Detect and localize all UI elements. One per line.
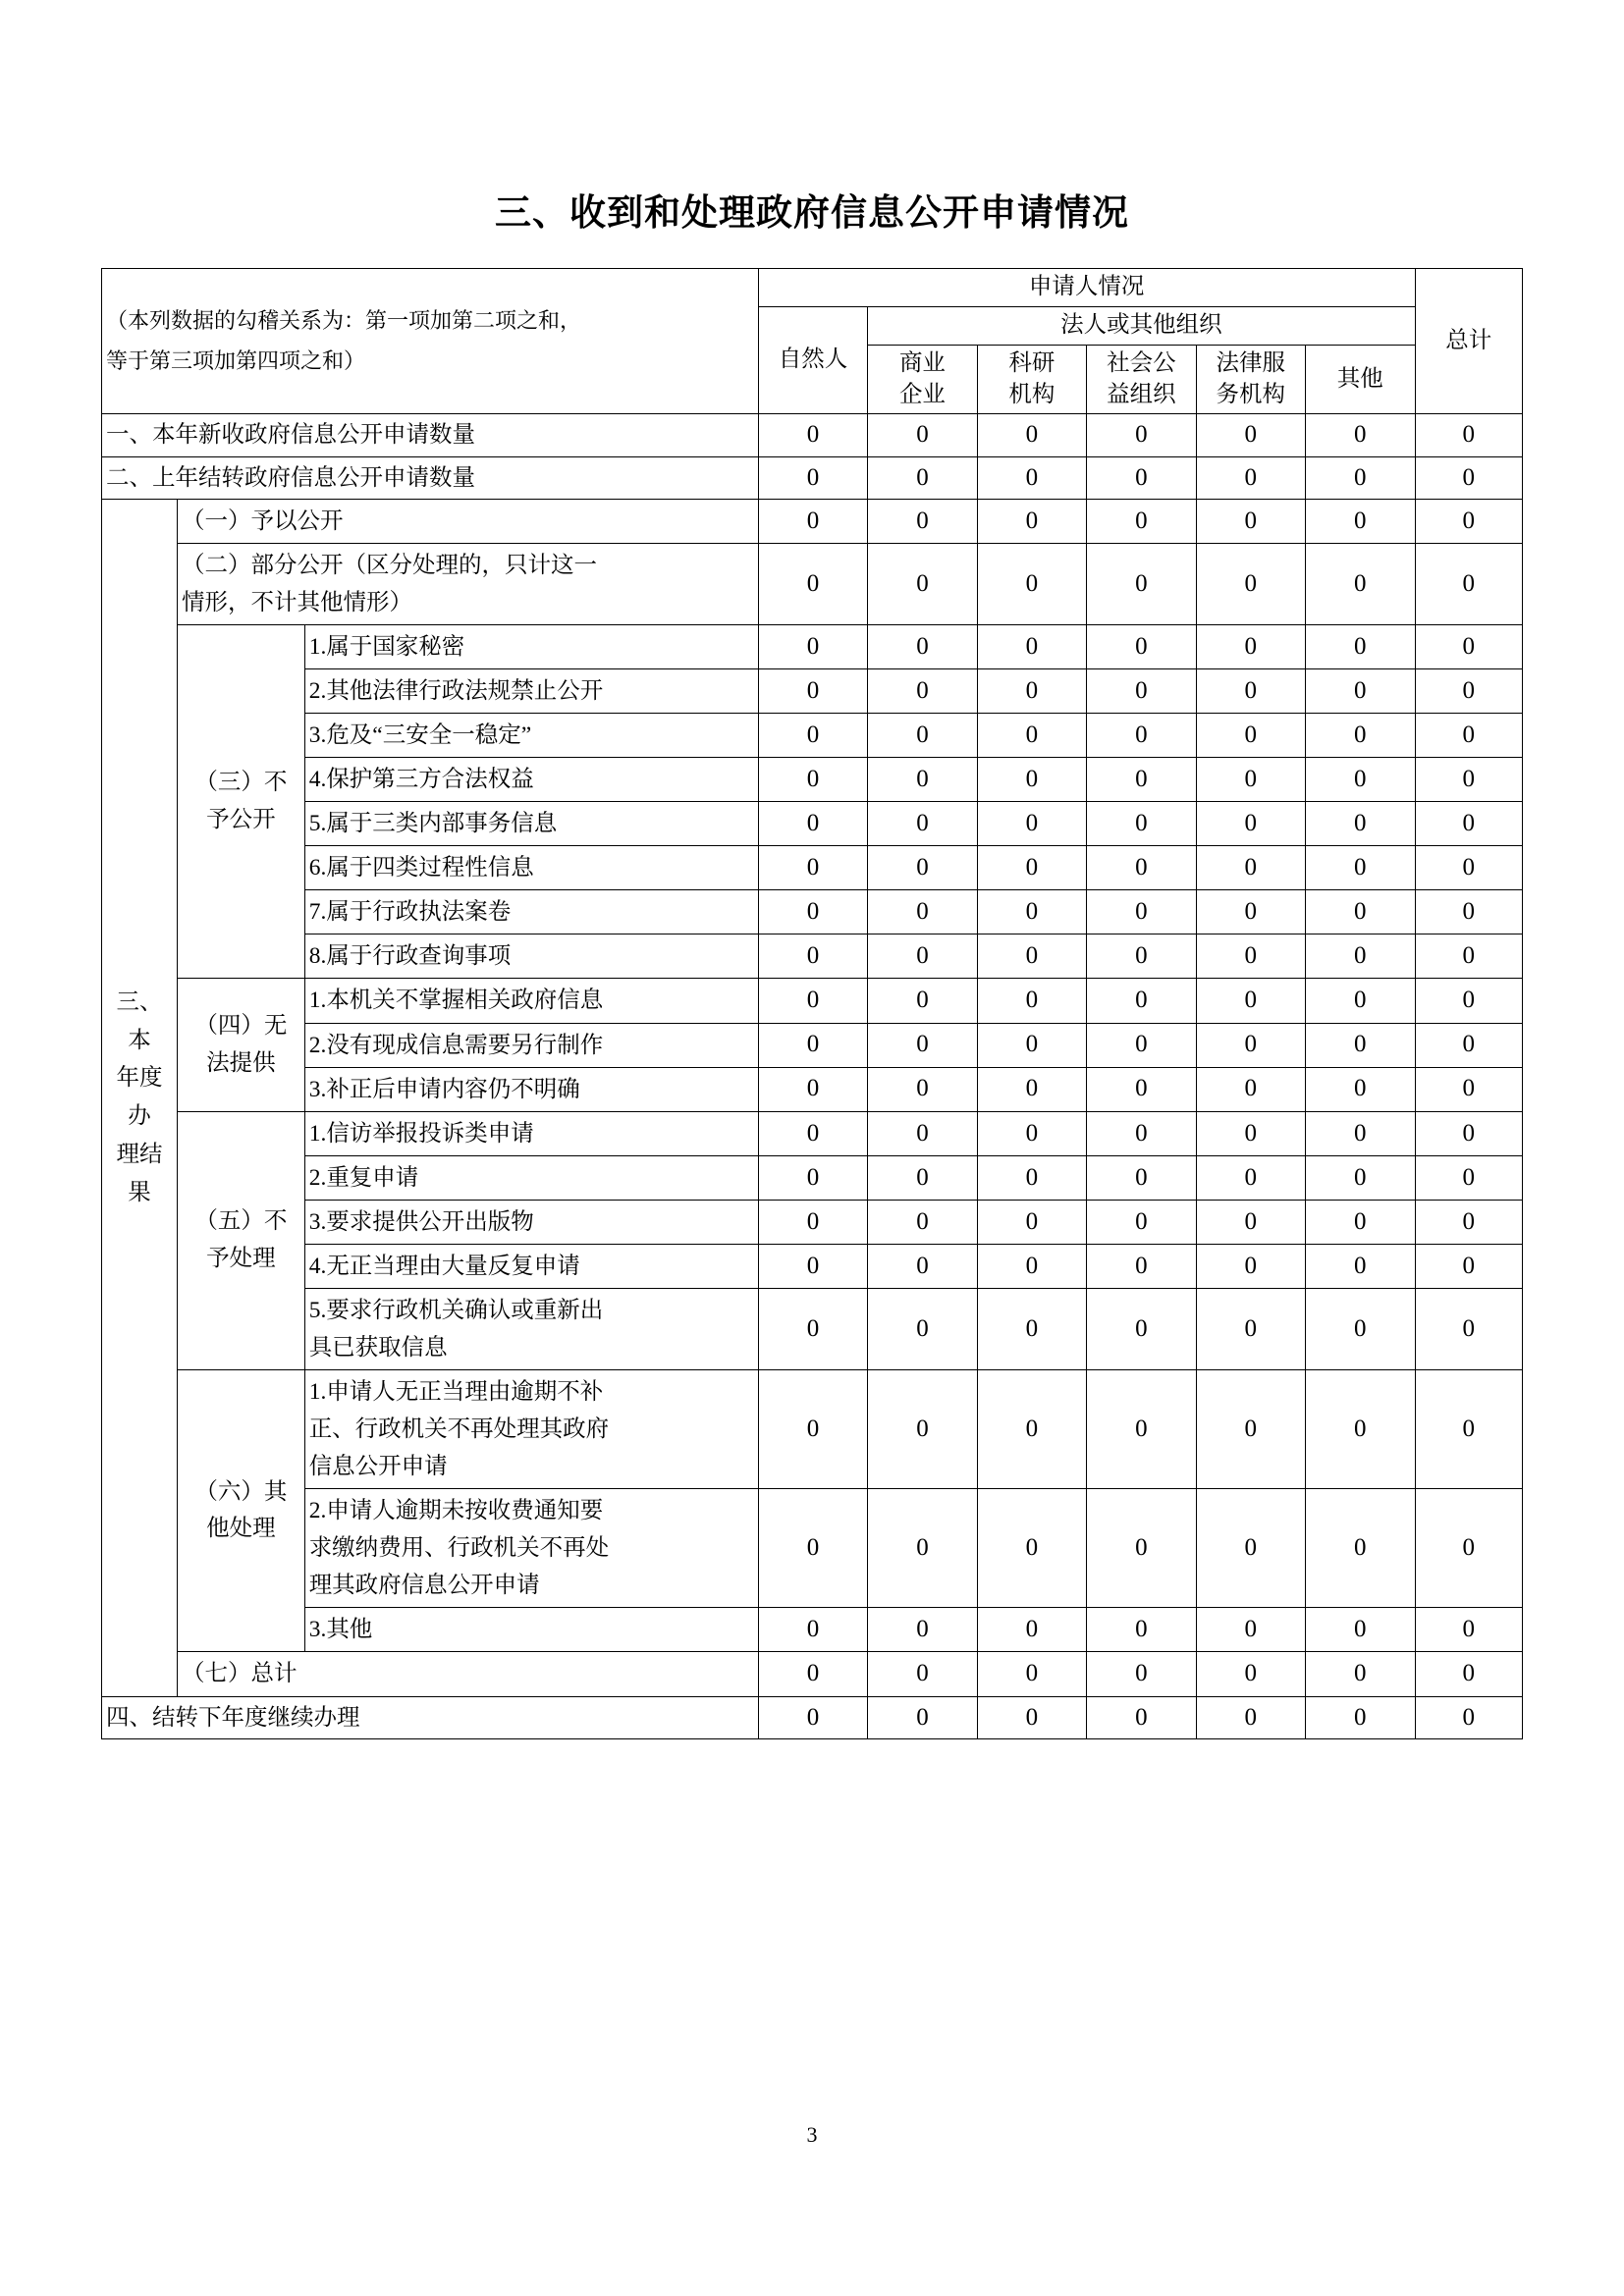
cell-value: 0 (1415, 456, 1522, 499)
cell-value: 0 (1196, 802, 1305, 846)
government-info-disclosure-table (101, 268, 1523, 1738)
table-row (102, 456, 1523, 499)
cell-value: 0 (1196, 1155, 1305, 1200)
cell-value: 0 (1196, 414, 1305, 456)
cell-value: 0 (977, 456, 1086, 499)
row-label-line2: 情形，不计其他情形） (182, 589, 412, 615)
cell-value: 0 (1087, 1652, 1196, 1696)
cell-value: 0 (1415, 846, 1522, 890)
cell-value: 0 (977, 1370, 1086, 1489)
cell-value: 0 (1415, 1067, 1522, 1111)
cell-value: 0 (1306, 802, 1415, 846)
cell-value: 0 (977, 499, 1086, 543)
row-label-line1: 5.要求行政机关确认或重新出 (308, 1297, 604, 1323)
cell-value: 0 (868, 1696, 977, 1738)
table-row (102, 1111, 1523, 1155)
table-row (102, 1244, 1523, 1288)
cell-value: 0 (977, 934, 1086, 979)
table-row (102, 1200, 1523, 1244)
cell-value: 0 (868, 1489, 977, 1608)
cell-value: 0 (758, 1288, 867, 1369)
header-note-cell (102, 269, 759, 414)
cell-value: 0 (758, 1244, 867, 1288)
row-label-overdue-no-payment (304, 1489, 758, 1608)
table-row (102, 1288, 1523, 1369)
cell-value: 0 (1087, 499, 1196, 543)
cell-value: 0 (1087, 1155, 1196, 1200)
cell-value: 0 (868, 1023, 977, 1067)
column-header-public-welfare-line1: 社会公 (1107, 349, 1176, 376)
cell-value: 0 (868, 1244, 977, 1288)
cell-value: 0 (1306, 1155, 1415, 1200)
table-header (102, 269, 1523, 414)
row-label-partial-disclosure (178, 543, 759, 624)
cell-value: 0 (758, 979, 867, 1023)
cell-value: 0 (1306, 543, 1415, 624)
cell-value: 0 (977, 1608, 1086, 1652)
cell-value: 0 (1087, 934, 1196, 979)
table-row (102, 1489, 1523, 1608)
cell-value: 0 (758, 714, 867, 758)
row-group-label-this-year-results (102, 499, 178, 1696)
row-label-petition-complaint: 1.信访举报投诉类申请 (304, 1111, 758, 1155)
table-row (102, 934, 1523, 979)
cell-value: 0 (1306, 714, 1415, 758)
cell-value: 0 (868, 802, 977, 846)
cell-value: 0 (1306, 1200, 1415, 1244)
cell-value: 0 (977, 1244, 1086, 1288)
cell-value: 0 (1415, 414, 1522, 456)
cell-value: 0 (1415, 624, 1522, 668)
cell-value: 0 (758, 543, 867, 624)
cell-value: 0 (758, 846, 867, 890)
cell-value: 0 (1415, 802, 1522, 846)
column-header-legal-service-line2: 务机构 (1216, 381, 1286, 407)
table-row (102, 1652, 1523, 1696)
cell-value: 0 (1196, 846, 1305, 890)
cell-value: 0 (1196, 1489, 1305, 1608)
section3-label-line1: 三、本 (116, 988, 163, 1053)
table-row (102, 846, 1523, 890)
header-note-line2: 等于第三项加第四项之和） (106, 347, 366, 373)
table-row (102, 979, 1523, 1023)
section3-label-line3: 理结果 (116, 1141, 163, 1205)
table-body (102, 414, 1523, 1739)
cell-value: 0 (1196, 979, 1305, 1023)
cell-value: 0 (868, 1067, 977, 1111)
cell-value: 0 (758, 456, 867, 499)
subgroup-label-not-processed (178, 1111, 305, 1369)
cell-value: 0 (868, 1652, 977, 1696)
cell-value: 0 (1306, 979, 1415, 1023)
column-header-legal-service (1196, 345, 1305, 413)
cell-value: 0 (758, 624, 867, 668)
column-header-business-line2: 企业 (898, 381, 946, 407)
cell-value: 0 (1196, 1111, 1305, 1155)
cell-value: 0 (1196, 543, 1305, 624)
cell-value: 0 (1087, 543, 1196, 624)
cell-value: 0 (1415, 1288, 1522, 1369)
cell-value: 0 (1196, 714, 1305, 758)
cell-value: 0 (1306, 499, 1415, 543)
cell-value: 0 (977, 543, 1086, 624)
column-header-total: 总计 (1415, 269, 1522, 414)
cell-value: 0 (1087, 669, 1196, 714)
sub5-label-line2: 予处理 (206, 1245, 276, 1271)
cell-value: 0 (977, 1111, 1086, 1155)
row-label-line1: 1.申请人无正当理由逾期不补 (308, 1379, 604, 1406)
column-header-natural-person: 自然人 (758, 307, 867, 414)
row-label-repeated-no-reason: 4.无正当理由大量反复申请 (304, 1244, 758, 1288)
cell-value: 0 (1306, 1023, 1415, 1067)
cell-value: 0 (758, 1200, 867, 1244)
cell-value: 0 (1087, 1608, 1196, 1652)
cell-value: 0 (977, 1155, 1086, 1200)
row-label-process-info: 6.属于四类过程性信息 (304, 846, 758, 890)
table-row (102, 669, 1523, 714)
cell-value: 0 (1196, 1652, 1305, 1696)
cell-value: 0 (758, 890, 867, 934)
cell-value: 0 (758, 1696, 867, 1738)
cell-value: 0 (1087, 1370, 1196, 1489)
row-label-law-prohibits: 2.其他法律行政法规禁止公开 (304, 669, 758, 714)
cell-value: 0 (1196, 1200, 1305, 1244)
table-row (102, 624, 1523, 668)
cell-value: 0 (868, 1111, 977, 1155)
sub6-label-line1: （六）其 (194, 1478, 288, 1505)
cell-value: 0 (1087, 802, 1196, 846)
cell-value: 0 (1306, 1652, 1415, 1696)
row-label-published-material: 3.要求提供公开出版物 (304, 1200, 758, 1244)
cell-value: 0 (868, 1155, 977, 1200)
cell-value: 0 (758, 414, 867, 456)
cell-value: 0 (977, 669, 1086, 714)
cell-value: 0 (1087, 979, 1196, 1023)
cell-value: 0 (1306, 1489, 1415, 1608)
cell-value: 0 (977, 846, 1086, 890)
table-row (102, 890, 1523, 934)
cell-value: 0 (1087, 1067, 1196, 1111)
cell-value: 0 (1415, 543, 1522, 624)
row-label-line1: （二）部分公开（区分处理的，只计这一 (182, 552, 597, 578)
cell-value: 0 (1087, 714, 1196, 758)
cell-value: 0 (1087, 758, 1196, 802)
cell-value: 0 (977, 414, 1086, 456)
cell-value: 0 (868, 714, 977, 758)
cell-value: 0 (1306, 1067, 1415, 1111)
sub3-label-line2: 予公开 (206, 806, 276, 832)
cell-value: 0 (1306, 1370, 1415, 1489)
row-label-state-secret: 1.属于国家秘密 (304, 624, 758, 668)
column-header-public-welfare-line2: 益组织 (1107, 381, 1176, 407)
cell-value: 0 (1415, 890, 1522, 934)
row-label-carried-over: 二、上年结转政府信息公开申请数量 (102, 456, 759, 499)
cell-value: 0 (1196, 669, 1305, 714)
group-header-applicant: 申请人情况 (758, 269, 1415, 307)
cell-value: 0 (1087, 1023, 1196, 1067)
cell-value: 0 (1087, 414, 1196, 456)
column-header-research-line2: 机构 (1008, 381, 1056, 407)
sub6-label-line2: 他处理 (206, 1516, 276, 1542)
cell-value: 0 (1306, 1244, 1415, 1288)
cell-value: 0 (1415, 1489, 1522, 1608)
table-row (102, 714, 1523, 758)
row-label-subtotal: （七）总计 (178, 1652, 759, 1696)
cell-value: 0 (868, 543, 977, 624)
cell-value: 0 (977, 758, 1086, 802)
table-row (102, 499, 1523, 543)
section3-label-line2: 年度办 (116, 1065, 163, 1130)
cell-value: 0 (1306, 456, 1415, 499)
cell-value: 0 (868, 846, 977, 890)
table-row (102, 1067, 1523, 1111)
row-label-internal-affairs: 5.属于三类内部事务信息 (304, 802, 758, 846)
cell-value: 0 (1415, 979, 1522, 1023)
row-label-admin-query: 8.属于行政查询事项 (304, 934, 758, 979)
cell-value: 0 (1415, 1023, 1522, 1067)
row-label-line3: 理其政府信息公开申请 (308, 1573, 540, 1599)
cell-value: 0 (1415, 758, 1522, 802)
table-row (102, 758, 1523, 802)
cell-value: 0 (1415, 1111, 1522, 1155)
page-title: 三、收到和处理政府信息公开申请情况 (495, 192, 1129, 233)
row-label-needs-creation: 2.没有现成信息需要另行制作 (304, 1023, 758, 1067)
row-label-new-received: 一、本年新收政府信息公开申请数量 (102, 414, 759, 456)
cell-value: 0 (868, 499, 977, 543)
table-row (102, 1696, 1523, 1738)
column-header-business-line1: 商业 (898, 349, 946, 376)
cell-value: 0 (977, 890, 1086, 934)
cell-value: 0 (1415, 1370, 1522, 1489)
cell-value: 0 (1196, 934, 1305, 979)
cell-value: 0 (977, 1652, 1086, 1696)
row-label-line2: 具已获取信息 (308, 1334, 448, 1361)
subgroup-label-cannot-provide (178, 979, 305, 1111)
cell-value: 0 (1196, 1023, 1305, 1067)
cell-value: 0 (1306, 1608, 1415, 1652)
cell-value: 0 (868, 979, 977, 1023)
cell-value: 0 (758, 758, 867, 802)
cell-value: 0 (1306, 624, 1415, 668)
row-label-line2: 正、行政机关不再处理其政府 (308, 1416, 610, 1443)
cell-value: 0 (977, 1023, 1086, 1067)
cell-value: 0 (1196, 456, 1305, 499)
cell-value: 0 (1087, 1696, 1196, 1738)
table-row (102, 1155, 1523, 1200)
cell-value: 0 (758, 1067, 867, 1111)
cell-value: 0 (868, 669, 977, 714)
cell-value: 0 (758, 1489, 867, 1608)
subgroup-label-not-disclosed (178, 624, 305, 979)
cell-value: 0 (1196, 499, 1305, 543)
cell-value: 0 (758, 1370, 867, 1489)
cell-value: 0 (1306, 846, 1415, 890)
cell-value: 0 (1087, 846, 1196, 890)
cell-value: 0 (1196, 1244, 1305, 1288)
row-label-still-unclear: 3.补正后申请内容仍不明确 (304, 1067, 758, 1111)
cell-value: 0 (868, 758, 977, 802)
cell-value: 0 (1415, 714, 1522, 758)
cell-value: 0 (868, 414, 977, 456)
column-header-public-welfare (1087, 345, 1196, 413)
row-label-line3: 信息公开申请 (308, 1454, 448, 1480)
cell-value: 0 (758, 1023, 867, 1067)
cell-value: 0 (1306, 414, 1415, 456)
cell-value: 0 (977, 1489, 1086, 1608)
row-label-confirm-reissue (304, 1288, 758, 1369)
table-row (102, 802, 1523, 846)
cell-value: 0 (758, 499, 867, 543)
cell-value: 0 (868, 624, 977, 668)
cell-value: 0 (868, 934, 977, 979)
table-row (102, 1370, 1523, 1489)
row-label-carry-next-year: 四、结转下年度继续办理 (102, 1696, 759, 1738)
cell-value: 0 (977, 714, 1086, 758)
row-label-duplicate-request: 2.重复申请 (304, 1155, 758, 1200)
cell-value: 0 (1415, 499, 1522, 543)
cell-value: 0 (1415, 934, 1522, 979)
table-row (102, 414, 1523, 456)
sub3-label-line1: （三）不 (194, 770, 288, 796)
row-label-third-party-rights: 4.保护第三方合法权益 (304, 758, 758, 802)
cell-value: 0 (1306, 934, 1415, 979)
cell-value: 0 (1087, 1288, 1196, 1369)
cell-value: 0 (868, 1200, 977, 1244)
cell-value: 0 (977, 979, 1086, 1023)
row-label-endanger-security: 3.危及“三安全一稳定” (304, 714, 758, 758)
cell-value: 0 (1306, 669, 1415, 714)
cell-value: 0 (758, 669, 867, 714)
cell-value: 0 (1196, 1696, 1305, 1738)
cell-value: 0 (758, 1608, 867, 1652)
sub5-label-line1: （五）不 (194, 1208, 288, 1235)
table-row (102, 1023, 1523, 1067)
cell-value: 0 (1087, 624, 1196, 668)
cell-value: 0 (868, 890, 977, 934)
row-label-not-held: 1.本机关不掌握相关政府信息 (304, 979, 758, 1023)
cell-value: 0 (1415, 1155, 1522, 1200)
cell-value: 0 (1196, 1370, 1305, 1489)
cell-value: 0 (868, 456, 977, 499)
cell-value: 0 (1196, 1288, 1305, 1369)
row-label-line1: 2.申请人逾期未按收费通知要 (308, 1498, 604, 1524)
cell-value: 0 (868, 1288, 977, 1369)
cell-value: 0 (1087, 456, 1196, 499)
table-row (102, 543, 1523, 624)
row-label-overdue-no-correction (304, 1370, 758, 1489)
column-header-business (868, 345, 977, 413)
cell-value: 0 (1306, 1696, 1415, 1738)
cell-value: 0 (1306, 890, 1415, 934)
cell-value: 0 (758, 1155, 867, 1200)
cell-value: 0 (1196, 758, 1305, 802)
cell-value: 0 (977, 1288, 1086, 1369)
cell-value: 0 (1196, 890, 1305, 934)
cell-value: 0 (758, 1652, 867, 1696)
cell-value: 0 (1196, 1608, 1305, 1652)
cell-value: 0 (1415, 1696, 1522, 1738)
sub4-label-line1: （四）无 (194, 1012, 288, 1039)
cell-value: 0 (1415, 1200, 1522, 1244)
cell-value: 0 (758, 802, 867, 846)
column-header-research (977, 345, 1086, 413)
cell-value: 0 (1087, 890, 1196, 934)
row-label-enforcement-file: 7.属于行政执法案卷 (304, 890, 758, 934)
cell-value: 0 (758, 934, 867, 979)
cell-value: 0 (1087, 1489, 1196, 1608)
cell-value: 0 (977, 1067, 1086, 1111)
cell-value: 0 (1087, 1200, 1196, 1244)
group-header-legal-entity: 法人或其他组织 (868, 307, 1415, 346)
cell-value: 0 (1415, 1608, 1522, 1652)
cell-value: 0 (1415, 1652, 1522, 1696)
cell-value: 0 (1087, 1111, 1196, 1155)
subgroup-label-other-handling (178, 1370, 305, 1652)
row-label-line2: 求缴纳费用、行政机关不再处 (308, 1535, 610, 1562)
cell-value: 0 (977, 1696, 1086, 1738)
cell-value: 0 (758, 1111, 867, 1155)
cell-value: 0 (1196, 624, 1305, 668)
header-note-line1: （本列数据的勾稽关系为：第一项加第二项之和， (106, 308, 582, 334)
cell-value: 0 (977, 802, 1086, 846)
cell-value: 0 (1196, 1067, 1305, 1111)
column-header-research-line1: 科研 (1008, 349, 1056, 376)
cell-value: 0 (1306, 1111, 1415, 1155)
cell-value: 0 (1306, 1288, 1415, 1369)
cell-value: 0 (977, 624, 1086, 668)
row-label-other: 3.其他 (304, 1608, 758, 1652)
cell-value: 0 (868, 1608, 977, 1652)
cell-value: 0 (1415, 1244, 1522, 1288)
table-row (102, 1608, 1523, 1652)
cell-value: 0 (1415, 669, 1522, 714)
table-container (101, 268, 1523, 1738)
cell-value: 0 (868, 1370, 977, 1489)
cell-value: 0 (1087, 1244, 1196, 1288)
page-number: 3 (806, 2122, 818, 2147)
cell-value: 0 (1306, 758, 1415, 802)
row-label-disclosed: （一）予以公开 (178, 499, 759, 543)
header-row-group (102, 269, 1523, 307)
sub4-label-line2: 法提供 (206, 1049, 276, 1076)
cell-value: 0 (977, 1200, 1086, 1244)
column-header-other: 其他 (1306, 345, 1415, 413)
column-header-legal-service-line1: 法律服 (1216, 349, 1286, 376)
